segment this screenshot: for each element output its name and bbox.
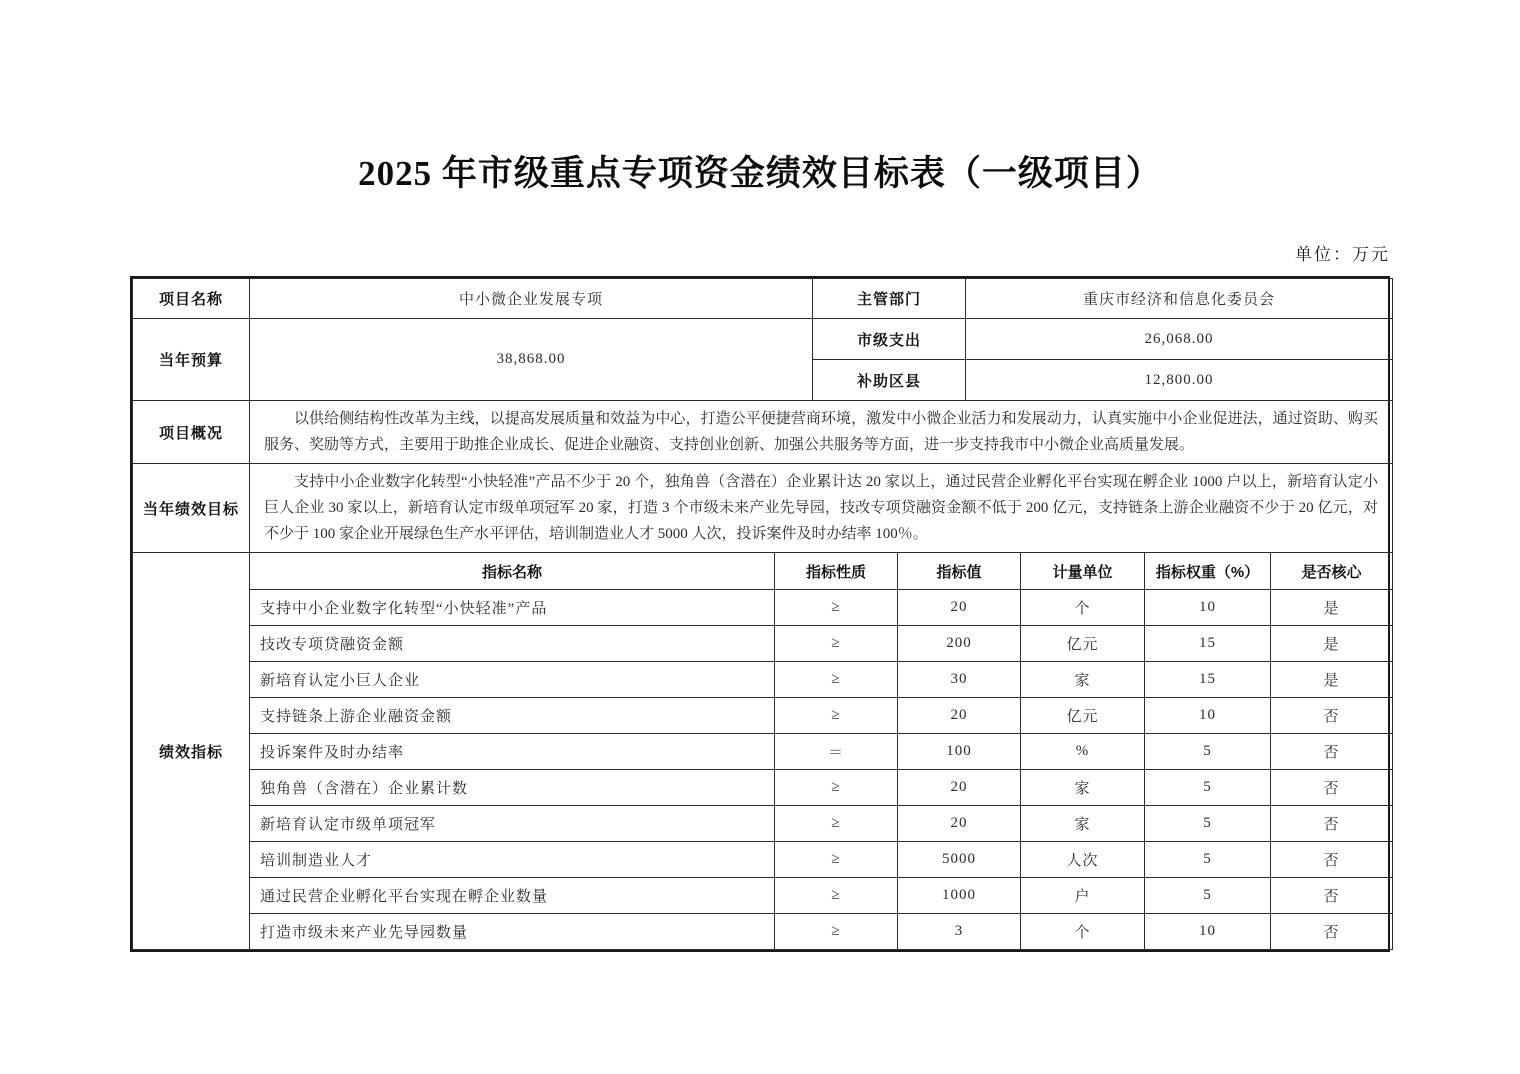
indicator-nature: ＝ [775,734,898,770]
indicator-core: 否 [1271,914,1393,950]
indicator-weight: 5 [1145,770,1271,806]
indicator-unit: 户 [1021,878,1145,914]
indicator-unit: 人次 [1021,842,1145,878]
indicator-name: 通过民营企业孵化平台实现在孵企业数量 [250,878,775,914]
budget-value: 38,868.00 [250,319,813,401]
indicator-value: 20 [898,698,1021,734]
indicator-core: 否 [1271,878,1393,914]
indicator-name: 支持链条上游企业融资金额 [250,698,775,734]
indicators-header-row [133,553,1393,590]
indicator-core: 是 [1271,662,1393,698]
table-row [133,464,1393,553]
indicator-unit: 家 [1021,770,1145,806]
indicator-core: 否 [1271,770,1393,806]
indicator-value: 5000 [898,842,1021,878]
indicator-nature: ≥ [775,914,898,950]
col-header-unit: 计量单位 [1021,553,1145,590]
indicator-name: 培训制造业人才 [250,842,775,878]
indicator-nature: ≥ [775,806,898,842]
indicators-table [132,552,1393,950]
page-title: 2025 年市级重点专项资金绩效目标表（一级项目） [358,154,1162,193]
indicator-value: 30 [898,662,1021,698]
indicator-unit: 个 [1021,590,1145,626]
overview-table [132,400,1393,553]
indicator-value: 3 [898,914,1021,950]
indicator-core: 否 [1271,842,1393,878]
indicator-weight: 10 [1145,698,1271,734]
indicator-weight: 5 [1145,878,1271,914]
indicator-core: 是 [1271,590,1393,626]
indicator-weight: 15 [1145,662,1271,698]
indicator-value: 1000 [898,878,1021,914]
indicator-nature: ≥ [775,662,898,698]
city-expense-label: 市级支出 [813,319,966,360]
indicator-weight: 10 [1145,914,1271,950]
performance-target-table [130,276,1390,952]
indicators-section-label: 绩效指标 [133,553,250,950]
targets-paragraph: 支持中小企业数字化转型“小快轻准”产品不少于 20 个，独角兽（含潜在）企业累计达 20 家以上，通过民营企业孵化平台实现在孵企业 1000 户以上，新培育认定小巨人企业 30 家以上，新培育认定市级单项冠军 20 家，打造 3 个市级未来产业先导园，技改专项贷融资金额不低于 200 亿元，支持链条上游企业融资不少于 20 亿元，对不少于 100 家企业开展绿色生产水平评估，培训制造业人才 5000 人次，投诉案件及时办结率 100％。 [264,474,1378,542]
indicator-unit: 家 [1021,806,1145,842]
indicator-value: 20 [898,806,1021,842]
indicator-weight: 15 [1145,626,1271,662]
indicator-name: 新培育认定小巨人企业 [250,662,775,698]
indicator-name: 技改专项贷融资金额 [250,626,775,662]
indicator-row [133,806,1393,842]
indicator-value: 20 [898,590,1021,626]
overview-paragraph: 以供给侧结构性改革为主线，以提高发展质量和效益为中心，打造公平便捷营商环境，激发中小微企业活力和发展动力，认真实施中小企业促进法，通过资助、购买服务、奖励等方式，主要用于助推企业成长、促进企业融资、支持创业创新、加强公共服务等方面，进一步支持我市中小微企业高质量发展。 [264,411,1378,453]
project-name-value: 中小微企业发展专项 [250,279,813,319]
city-expense-value: 26,068.00 [966,319,1393,360]
table-row [133,401,1393,464]
indicator-row [133,842,1393,878]
indicator-weight: 5 [1145,806,1271,842]
indicator-row [133,878,1393,914]
col-header-weight: 指标权重（%） [1145,553,1271,590]
indicator-nature: ≥ [775,770,898,806]
col-header-core: 是否核心 [1271,553,1393,590]
indicator-name: 支持中小企业数字化转型“小快轻准”产品 [250,590,775,626]
overview-text [250,401,1393,464]
indicator-core: 否 [1271,734,1393,770]
document-page [130,150,1390,952]
project-info-table [132,278,1393,401]
indicator-core: 是 [1271,626,1393,662]
col-header-nature: 指标性质 [775,553,898,590]
indicator-weight: 5 [1145,734,1271,770]
indicator-core: 否 [1271,698,1393,734]
indicator-row [133,698,1393,734]
indicator-value: 200 [898,626,1021,662]
subsidy-label: 补助区县 [813,360,966,401]
indicator-name: 投诉案件及时办结率 [250,734,775,770]
department-label: 主管部门 [813,279,966,319]
indicator-name: 独角兽（含潜在）企业累计数 [250,770,775,806]
indicator-nature: ≥ [775,626,898,662]
indicator-unit: % [1021,734,1145,770]
overview-label: 项目概况 [133,401,250,464]
department-value: 重庆市经济和信息化委员会 [966,279,1393,319]
indicator-row [133,590,1393,626]
table-row [133,319,1393,360]
project-name-label: 项目名称 [133,279,250,319]
indicator-row [133,734,1393,770]
indicator-unit: 亿元 [1021,698,1145,734]
indicator-nature: ≥ [775,842,898,878]
indicator-row [133,914,1393,950]
targets-text [250,464,1393,553]
indicator-name: 新培育认定市级单项冠军 [250,806,775,842]
indicator-core: 否 [1271,806,1393,842]
indicator-name: 打造市级未来产业先导园数量 [250,914,775,950]
indicator-unit: 亿元 [1021,626,1145,662]
targets-label: 当年绩效目标 [133,464,250,553]
col-header-name: 指标名称 [250,553,775,590]
indicator-nature: ≥ [775,698,898,734]
subsidy-value: 12,800.00 [966,360,1393,401]
indicator-row [133,626,1393,662]
indicator-unit: 个 [1021,914,1145,950]
table-row [133,279,1393,319]
indicator-unit: 家 [1021,662,1145,698]
budget-label: 当年预算 [133,319,250,401]
indicator-nature: ≥ [775,878,898,914]
indicator-row [133,770,1393,806]
unit-note: 单位：万元 [1295,245,1390,264]
indicator-weight: 10 [1145,590,1271,626]
indicator-nature: ≥ [775,590,898,626]
col-header-value: 指标值 [898,553,1021,590]
indicator-value: 20 [898,770,1021,806]
indicator-row [133,662,1393,698]
indicator-weight: 5 [1145,842,1271,878]
indicator-value: 100 [898,734,1021,770]
